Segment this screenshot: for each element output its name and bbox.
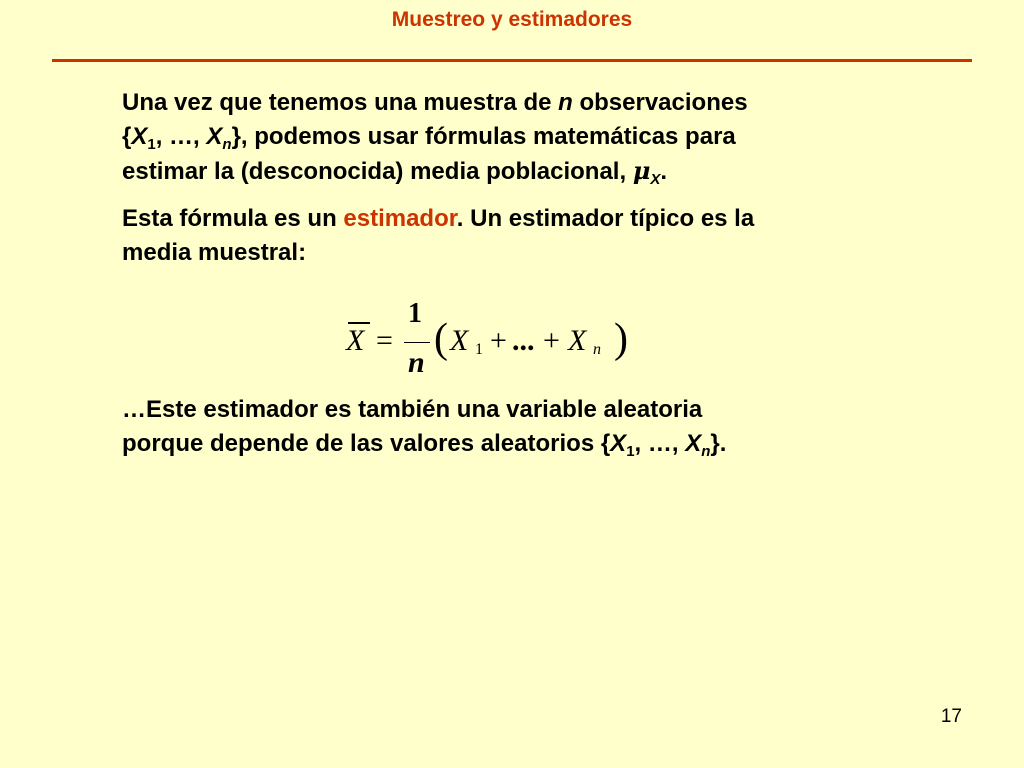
ellipsis-text: , …, bbox=[155, 123, 207, 150]
formula-xn-subscript: n bbox=[593, 341, 601, 358]
title-divider bbox=[52, 59, 972, 62]
sample-mean-formula bbox=[336, 292, 656, 392]
intro-line-2 bbox=[122, 120, 922, 154]
formula-lhs: X bbox=[346, 324, 365, 357]
x-variable: X bbox=[685, 430, 702, 457]
formula-x1-subscript: 1 bbox=[475, 341, 483, 358]
random-text-1: porque depende de las valores aleatorios { bbox=[122, 430, 611, 457]
formula-xn: X bbox=[568, 324, 587, 357]
subscript-1: 1 bbox=[147, 136, 156, 153]
paragraph-random-variable bbox=[122, 393, 922, 461]
intro-text-3: }, podemos usar fórmulas matemáticas para bbox=[231, 123, 736, 150]
random-line-1: …Este estimador es también una variable aleatoria bbox=[122, 396, 703, 423]
formula-open-paren: ( bbox=[434, 316, 448, 362]
intro-text-2: observaciones bbox=[572, 89, 748, 116]
x-variable: X bbox=[206, 123, 223, 150]
x-variable: X bbox=[131, 123, 148, 150]
estimator-line-1 bbox=[122, 202, 922, 236]
formula-equals: = bbox=[376, 324, 393, 357]
mu-symbol: μ bbox=[632, 156, 651, 185]
estimator-text-1: Esta fórmula es un bbox=[122, 205, 344, 232]
brace-close: }. bbox=[710, 430, 727, 457]
intro-text-1: Una vez que tenemos una muestra de bbox=[122, 89, 559, 116]
subscript-1: 1 bbox=[626, 443, 635, 460]
formula-x1: X bbox=[450, 324, 469, 357]
estimator-text-2: . Un estimador típico es la bbox=[456, 205, 755, 232]
slide-title: Muestreo y estimadores bbox=[391, 8, 633, 31]
brace-open: { bbox=[122, 123, 132, 150]
formula-dots: ... bbox=[512, 324, 535, 357]
random-line-2 bbox=[122, 427, 922, 461]
subscript-x: X bbox=[650, 171, 661, 188]
fraction-line bbox=[404, 342, 430, 343]
intro-line-1 bbox=[122, 86, 922, 120]
intro-line-3 bbox=[122, 154, 922, 189]
subscript-n: n bbox=[222, 136, 232, 153]
paragraph-estimator bbox=[122, 202, 922, 270]
ellipsis-text: , …, bbox=[634, 430, 686, 457]
paragraph-intro bbox=[122, 86, 922, 189]
n-variable: n bbox=[558, 89, 573, 116]
period: . bbox=[660, 158, 668, 185]
subscript-n: n bbox=[701, 443, 711, 460]
formula-plus-2: + bbox=[543, 324, 560, 357]
formula-denominator: n bbox=[408, 346, 425, 379]
formula-numerator: 1 bbox=[408, 298, 422, 329]
estimator-highlight: estimador bbox=[343, 205, 457, 232]
page-number: 17 bbox=[940, 706, 962, 727]
intro-text-4: estimar la (desconocida) media poblacional, bbox=[122, 158, 633, 185]
formula-plus-1: + bbox=[490, 324, 507, 357]
x-variable: X bbox=[610, 430, 627, 457]
formula-close-paren: ) bbox=[614, 316, 628, 362]
estimator-line-2: media muestral: bbox=[122, 239, 307, 266]
